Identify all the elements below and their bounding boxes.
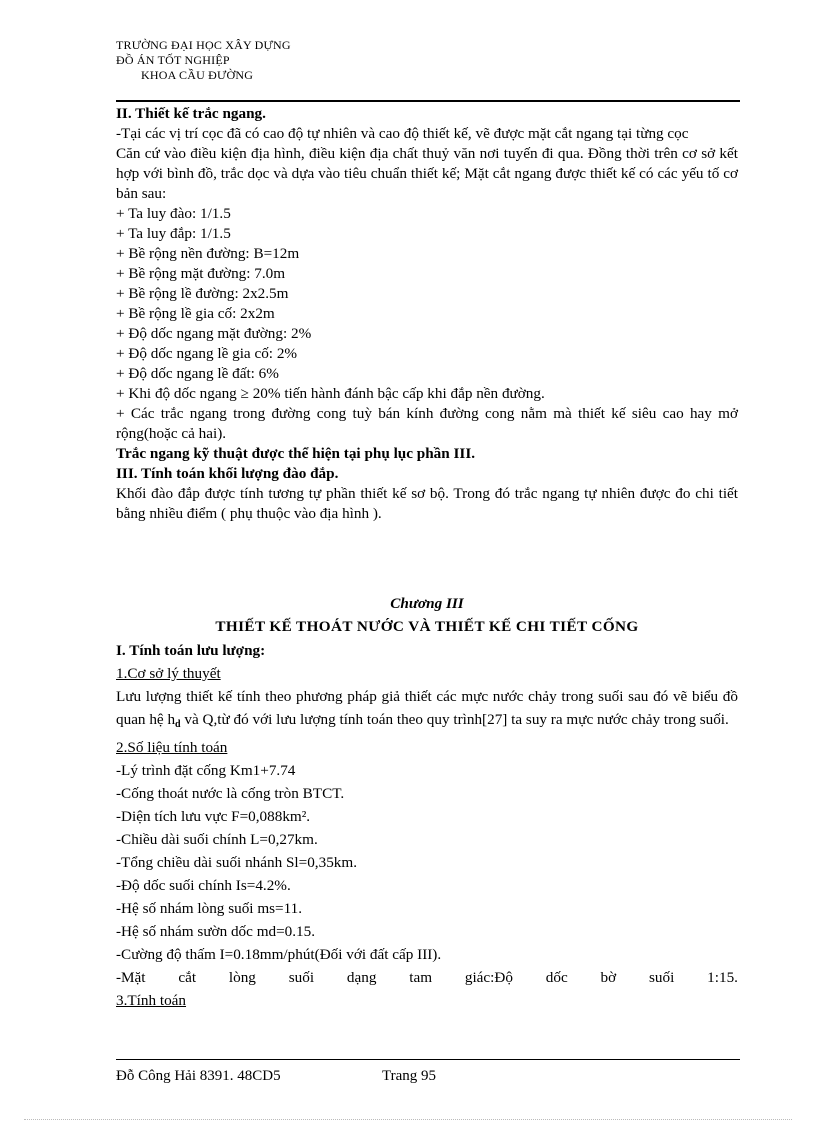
header-project: ĐỒ ÁN TỐT NGHIỆP [116, 53, 230, 67]
header-rule [116, 100, 740, 102]
list-item: + Độ dốc ngang lề đất: 6% [116, 365, 279, 382]
page-edge-divider [24, 1119, 792, 1120]
section-heading-volume: III. Tính toán khối lượng đào đắp. [116, 465, 339, 482]
word: dạng [346, 969, 377, 986]
word: suối [649, 969, 675, 986]
paragraph-curve-note: + Các trắc ngang trong đường cong tuỳ bán kính đường cong nằm mà thiết kế siêu cao hay mở rộng(hoặc cả hai). [116, 405, 738, 442]
header-faculty: KHOA CẦU ĐƯỜNG [141, 68, 254, 82]
list-item: + Bề rộng nền đường: B=12m [116, 245, 300, 262]
list-item: + Ta luy đắp: 1/1.5 [116, 225, 231, 242]
list-item: -Chiều dài suối chính L=0,27km. [116, 831, 318, 848]
input-data-list [116, 759, 738, 966]
list-item: + Khi độ dốc ngang ≥ 20% tiến hành đánh bậc cấp khi đắp nền đường. [116, 385, 545, 402]
section-heading-flow: I. Tính toán lưu lượng: [116, 642, 266, 659]
list-item: + Độ dốc ngang mặt đường: 2% [116, 325, 312, 342]
theory-text-a: Lưu lượng thiết kế tính theo phương pháp giả thiết các mực nước chảy trong suối sau đó vẽ biểu đồ quan hệ h [116, 688, 738, 728]
list-item: + Ta luy đào: 1/1.5 [116, 205, 231, 222]
chapter-title: THIẾT KẾ THOÁT NƯỚC VÀ THIẾT KẾ CHI TIẾT CỐNG [215, 618, 639, 635]
list-item: -Độ dốc suối chính Is=4.2%. [116, 877, 291, 894]
list-item: + Bề rộng lề đường: 2x2.5m [116, 285, 289, 302]
section-heading-cross-section: II. Thiết kế trắc ngang. [116, 105, 266, 122]
design-items-list [116, 204, 738, 404]
list-item: + Bề rộng mặt đường: 7.0m [116, 265, 286, 282]
footer-author: Đỗ Công Hải 8391. 48CD5 [116, 1068, 281, 1084]
word: tam [409, 969, 433, 986]
page-header [116, 38, 291, 83]
header-university: TRƯỜNG ĐẠI HỌC XÂY DỰNG [116, 38, 291, 52]
paragraph-theory [116, 685, 738, 736]
word: 1:15. [707, 969, 738, 986]
subheading-calculation: 3.Tính toán [116, 992, 187, 1009]
list-item: -Lý trình đặt cống Km1+7.74 [116, 762, 296, 779]
list-item: + Độ dốc ngang lề gia cố: 2% [116, 345, 298, 362]
list-item: + Bề rộng lề gia cố: 2x2m [116, 305, 275, 322]
list-item: -Hệ số nhám lòng suối ms=11. [116, 900, 303, 917]
page-number: Trang 95 [382, 1068, 437, 1084]
list-item: -Cường độ thấm I=0.18mm/phút(Đối với đất cấp III). [116, 946, 442, 963]
chapter-label: Chương III [390, 595, 464, 612]
word: giác:Độ [464, 969, 513, 986]
word: cắt [178, 969, 197, 986]
paragraph-intro: -Tại các vị trí cọc đã có cao độ tự nhiên và cao độ thiết kế, vẽ được mặt cắt ngang tại từng cọc [116, 125, 689, 142]
paragraph-volume: Khối đào đắp được tính tương tự phần thiết kế sơ bộ. Trong đó trắc ngang tự nhiên được đo chi tiết bằng nhiều điểm ( phụ thuộc vào địa hình ). [116, 485, 738, 522]
footer-rule [116, 1059, 740, 1060]
section-cross-section [116, 104, 738, 524]
word: lòng [228, 969, 256, 986]
subheading-data: 2.Số liệu tính toán [116, 739, 228, 756]
cross-section-line [116, 966, 738, 989]
word: suối [288, 969, 315, 986]
list-item: -Diện tích lưu vực F=0,088km². [116, 808, 311, 825]
word: -Mặt [116, 969, 146, 986]
word: bờ [600, 969, 617, 986]
appendix-note: Trắc ngang kỹ thuật được thể hiện tại phụ lục phần III. [116, 445, 476, 462]
list-item: -Cống thoát nước là cống tròn BTCT. [116, 785, 345, 802]
word: dốc [545, 969, 568, 986]
list-item: -Hệ số nhám sườn dốc md=0.15. [116, 923, 316, 940]
theory-subscript: d [175, 719, 181, 730]
list-item: -Tổng chiều dài suối nhánh Sl=0,35km. [116, 854, 357, 871]
paragraph-basis: Căn cứ vào điều kiện địa hình, điều kiện địa chất thuỷ văn nơi tuyến đi qua. Đồng thời trên cơ sở kết hợp với bình đồ, trắc dọc và dựa vào tiêu chuẩn thiết kế; Mặt cắt ngang được thiết kế có các yếu tố cơ bản sau: [116, 145, 738, 202]
subheading-theory: 1.Cơ sở lý thuyết [116, 665, 221, 682]
chapter-drainage [116, 593, 738, 1012]
theory-text-b: và Q,từ đó với lưu lượng tính toán theo quy trình[27] ta suy ra mực nước chảy trong suối. [180, 711, 729, 728]
